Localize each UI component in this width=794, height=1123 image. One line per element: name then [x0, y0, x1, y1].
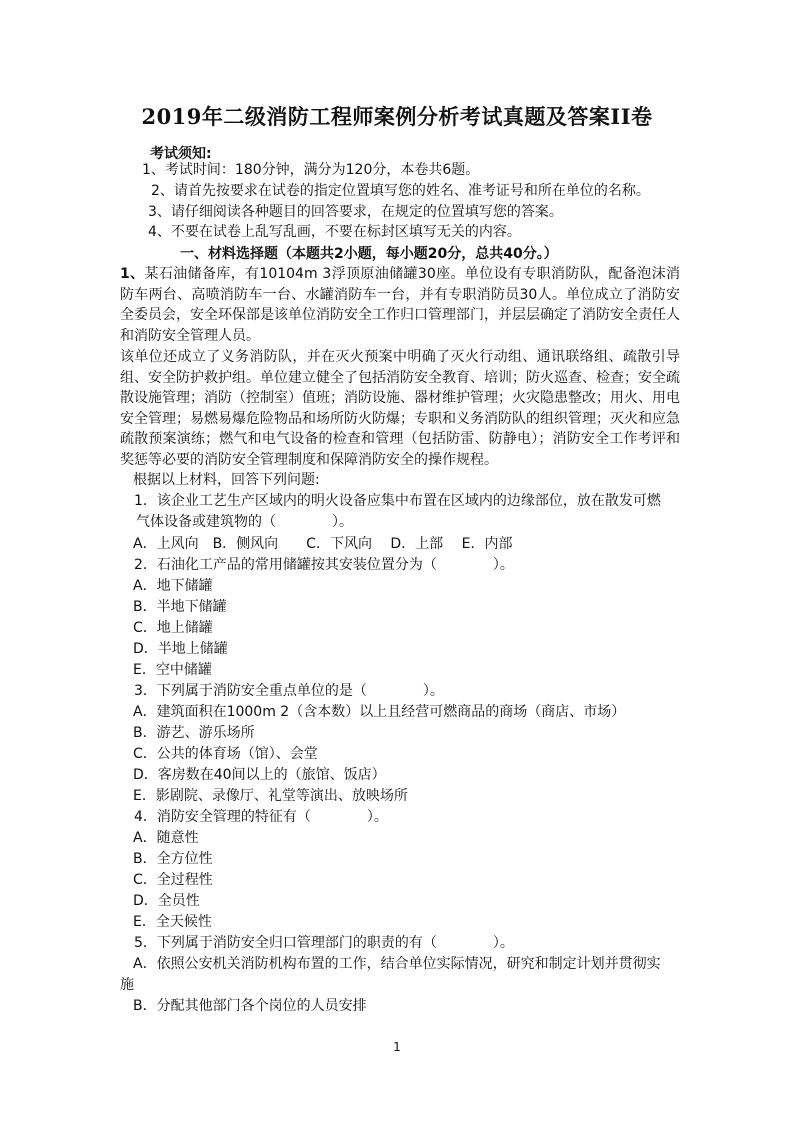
option-item: C．全过程性 — [133, 872, 213, 888]
material-prompt: 根据以上材料，回答下列问题: — [133, 472, 320, 488]
option-item: A．随意性 — [133, 830, 199, 846]
question-stem: 3．下列属于消防安全重点单位的是（ ）。 — [134, 683, 444, 699]
question-stem: 5．下列属于消防安全归口管理部门的职责的有（ ）。 — [134, 935, 514, 951]
option-item: E．空中储罐 — [133, 662, 212, 678]
notice-item: 3、请仔细阅读各种题目的回答要求，在规定的位置填写您的答案。 — [148, 204, 563, 220]
option-item: D．全员性 — [133, 893, 200, 909]
notice-item: 1、考试时间：180分钟，满分为120分，本卷共6题。 — [142, 162, 480, 178]
option-item: A．建筑面积在1000m 2（含本数）以上且经营可燃商品的商场（商店、市场） — [133, 704, 626, 720]
question-stem: 1．该企业工艺生产区域内的明火设备应集中布置在区域内的边缘部位，放在散发可燃 — [134, 493, 661, 509]
question-stem-continued: 气体设备或建筑物的（ ）。 — [136, 514, 353, 530]
option-item: B．游艺、游乐场所 — [133, 725, 255, 741]
question-stem: 4．消防安全管理的特征有（ ）。 — [134, 809, 388, 825]
option-item: A．依照公安机关消防机构布置的工作，结合单位实际情况，研究和制定计划并贯彻实 — [133, 956, 661, 972]
question-options-inline: A．上风向 B．侧风向 C．下风向 D．上部 E．内部 — [133, 536, 513, 552]
option-item: B．半地下储罐 — [133, 599, 227, 615]
option-item: E．影剧院、录像厅、礼堂等演出、放映场所 — [133, 788, 408, 804]
material-paragraph-2: 该单位还成立了义务消防队，并在灭火预案中明确了灭火行动组、通讯联络组、疏散引导组、安全防护救护组。单位建立健全了包括消防安全教育、培训；防火巡查、检查；安全疏散设施管理；消防（控制室）值班；消防设施、器材维护管理；火灾隐患整改；用火、用电安全管理；易燃易爆危险物品和场所防火防爆；专职和义务消防队的组织管理；灭火和应急疏散预案演练；燃气和电气设备的检查和管理（包括防雷、防静电）；消防安全工作考评和奖惩等必要的消防安全管理制度和保障消防安全的操作规程。 — [120, 349, 680, 468]
section-heading: 一、材料选择题（本题共2小题，每小题20分，总共40分。） — [180, 246, 558, 262]
option-item-continued: 施 — [120, 977, 134, 993]
option-item: D．半地上储罐 — [133, 641, 228, 657]
material-text-1: 某石油储备库，有10104m 3浮顶原油储罐30座。单位设有专职消防队，配备泡沫消防车两台、高喷消防车一台、水罐消防车一台，并有专职消防员30人。单位成立了消防安全委员会，安全环保部是该单位消防安全工作归口管理部门，并层层确定了消防安全责任人和消防安全管理人员。 — [120, 266, 680, 344]
option-item: C．公共的体育场（馆）、会堂 — [133, 746, 318, 762]
option-item: B．分配其他部门各个岗位的人员安排 — [133, 998, 367, 1014]
question-stem: 2．石油化工产品的常用储罐按其安装位置分为（ ）。 — [134, 557, 514, 573]
option-item: E．全天候性 — [133, 914, 212, 930]
option-item: C．地上储罐 — [133, 620, 213, 636]
option-item: B．全方位性 — [133, 851, 213, 867]
notice-item: 2、请首先按要求在试卷的指定位置填写您的姓名、准考证号和所在单位的名称。 — [151, 183, 650, 199]
option-item: A．地下储罐 — [133, 578, 213, 594]
material-lead: 1、 — [120, 266, 145, 282]
material-paragraph-1 — [120, 264, 680, 346]
page-number: 1 — [393, 1040, 401, 1054]
notice-item: 4、不要在试卷上乱写乱画，不要在标封区填写无关的内容。 — [148, 224, 521, 240]
option-item: D．客房数在40间以上的（旅馆、饭店） — [133, 767, 386, 783]
page-title: 2019年二级消防工程师案例分析考试真题及答案II卷 — [141, 104, 653, 129]
notice-heading: 考试须知: — [150, 146, 212, 162]
